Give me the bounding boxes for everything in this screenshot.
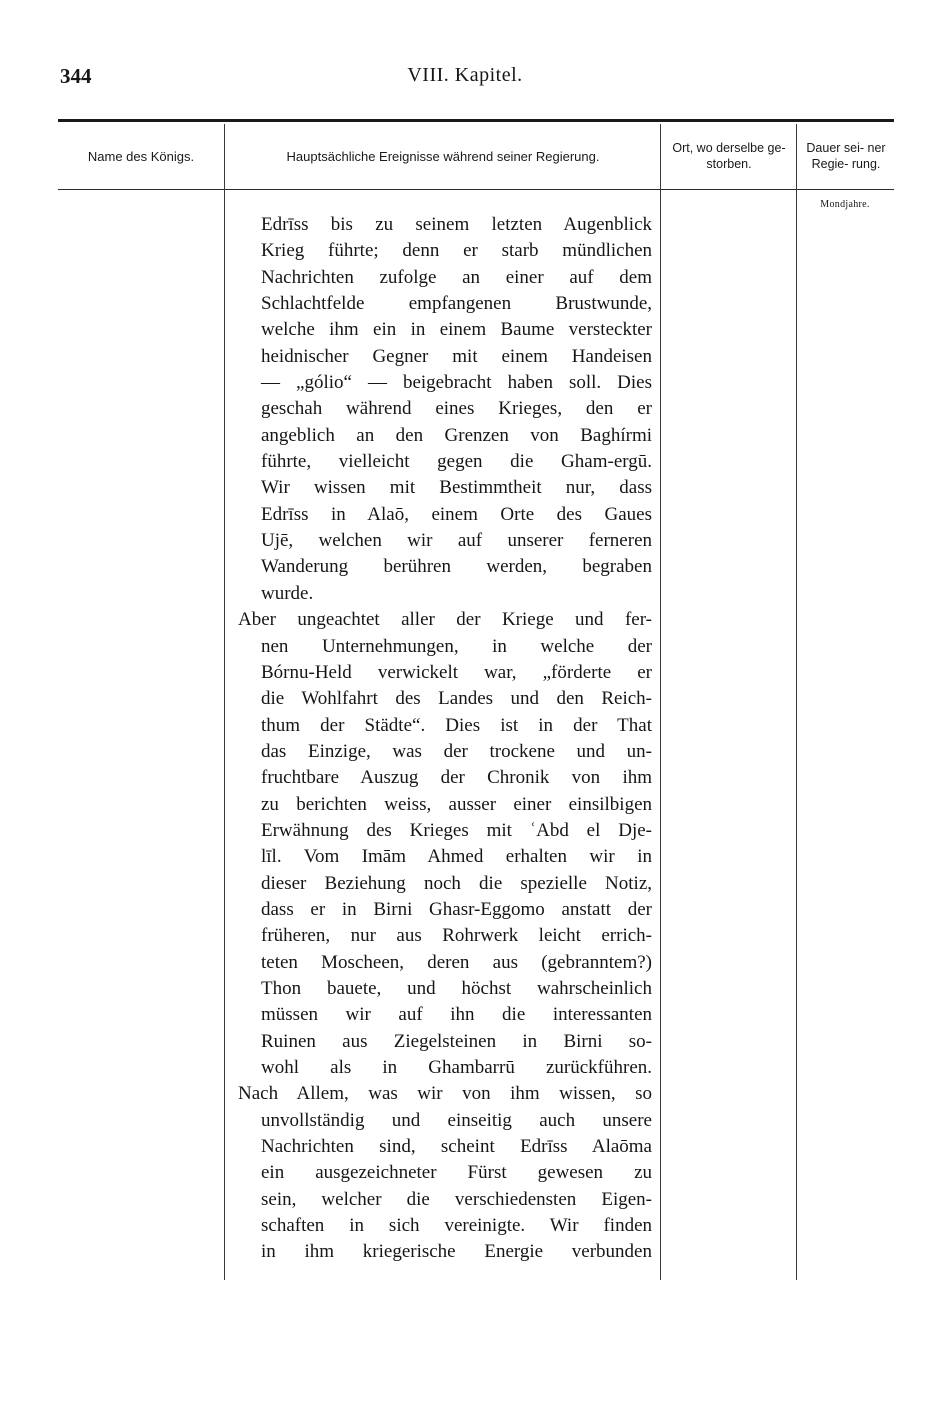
text-line: die Wohlfahrt des Landes und den Reich-	[261, 688, 652, 710]
text-line: Wanderung berühren werden, begraben	[261, 556, 652, 578]
text-line: unvollständig und einseitig auch unsere	[261, 1109, 652, 1131]
text-line: Nachrichten sind, scheint Edrīss Alaōma	[261, 1136, 652, 1158]
header-events-column: Hauptsächliche Ereignisse während seiner Regierung.	[286, 148, 600, 164]
text-line: dieser Beziehung noch die spezielle Notiz,	[261, 872, 652, 894]
text-line: ein ausgezeichneter Fürst gewesen zu	[261, 1162, 652, 1184]
duration-unit-label: Mondjahre.	[820, 199, 870, 210]
header-duration-column: Dauer sei- ner Regie- rung.	[806, 141, 886, 171]
text-line: līl. Vom Imām Ahmed erhalten wir in	[261, 846, 652, 868]
text-line: Ujē, welchen wir auf unserer ferneren	[261, 530, 652, 552]
running-head: VIII. Kapitel.	[407, 64, 523, 86]
body-text	[238, 212, 652, 1266]
text-line: Bórnu-Held verwickelt war, „förderte er	[261, 661, 652, 683]
text-line: Nachrichten zufolge an einer auf dem	[261, 266, 652, 288]
text-line: müssen wir auf ihn die interessanten	[261, 1004, 652, 1026]
text-line: Schlachtfelde empfangenen Brustwunde,	[261, 293, 652, 315]
text-line: wohl als in Ghambarrū zurückführen.	[261, 1057, 652, 1078]
text-line: fruchtbare Auszug der Chronik von ihm	[261, 767, 652, 789]
header-bottom-rule	[58, 189, 894, 190]
column-divider-3	[796, 124, 797, 1280]
text-line: dass er in Birni Ghasr-Eggomo anstatt der	[261, 898, 652, 920]
text-line: Nach Allem, was wir von ihm wissen, so	[238, 1083, 652, 1105]
text-line: Erwähnung des Krieges mit ʿAbd el Dje-	[261, 819, 652, 841]
text-line: heidnischer Gegner mit einem Handeisen	[261, 345, 652, 367]
text-line: — „gólio“ — beigebracht haben soll. Dies	[261, 372, 652, 394]
text-line: Aber ungeachtet aller der Kriege und fer-	[238, 609, 652, 631]
text-line: thum der Städte“. Dies ist in der That	[261, 714, 652, 736]
header-place-column: Ort, wo derselbe ge- storben.	[672, 141, 786, 171]
text-line: wurde.	[261, 582, 314, 604]
text-line: zu berichten weiss, ausser einer einsilbigen	[261, 793, 652, 815]
text-line: angeblich an den Grenzen von Baghírmi	[261, 424, 652, 446]
text-line: in ihm kriegerische Energie verbunden	[261, 1241, 652, 1263]
text-line: Wir wissen mit Bestimmtheit nur, dass	[261, 477, 652, 499]
header-name-column: Name des Königs.	[87, 148, 195, 164]
text-line: Thon bauete, und höchst wahrscheinlich	[261, 977, 652, 999]
text-line: früheren, nur aus Rohrwerk leicht errich-	[261, 925, 652, 947]
page-number: 344	[60, 64, 92, 88]
column-divider-2	[660, 124, 661, 1280]
text-line: sein, welcher die verschiedensten Eigen-	[261, 1188, 652, 1210]
text-line: Edrīss in Alaō, einem Orte des Gaues	[261, 503, 652, 525]
text-line: Krieg führte; denn er starb mündlichen	[261, 240, 652, 262]
text-line: nen Unternehmungen, in welche der	[261, 635, 652, 657]
text-line: das Einzige, was der trockene und un-	[261, 740, 652, 762]
table-top-rule	[58, 119, 894, 122]
text-line: geschah während eines Krieges, den er	[261, 398, 652, 420]
column-divider-1	[224, 124, 225, 1280]
text-line: teten Moscheen, deren aus (gebranntem?)	[261, 951, 652, 973]
text-line: Edrīss bis zu seinem letzten Augenblick	[261, 214, 652, 235]
text-line: Ruinen aus Ziegelsteinen in Birni so-	[261, 1030, 652, 1052]
text-line: welche ihm ein in einem Baume versteckter	[261, 319, 652, 341]
text-line: schaften in sich vereinigte. Wir finden	[261, 1215, 652, 1237]
text-line: führte, vielleicht gegen die Gham-ergū.	[261, 451, 652, 473]
